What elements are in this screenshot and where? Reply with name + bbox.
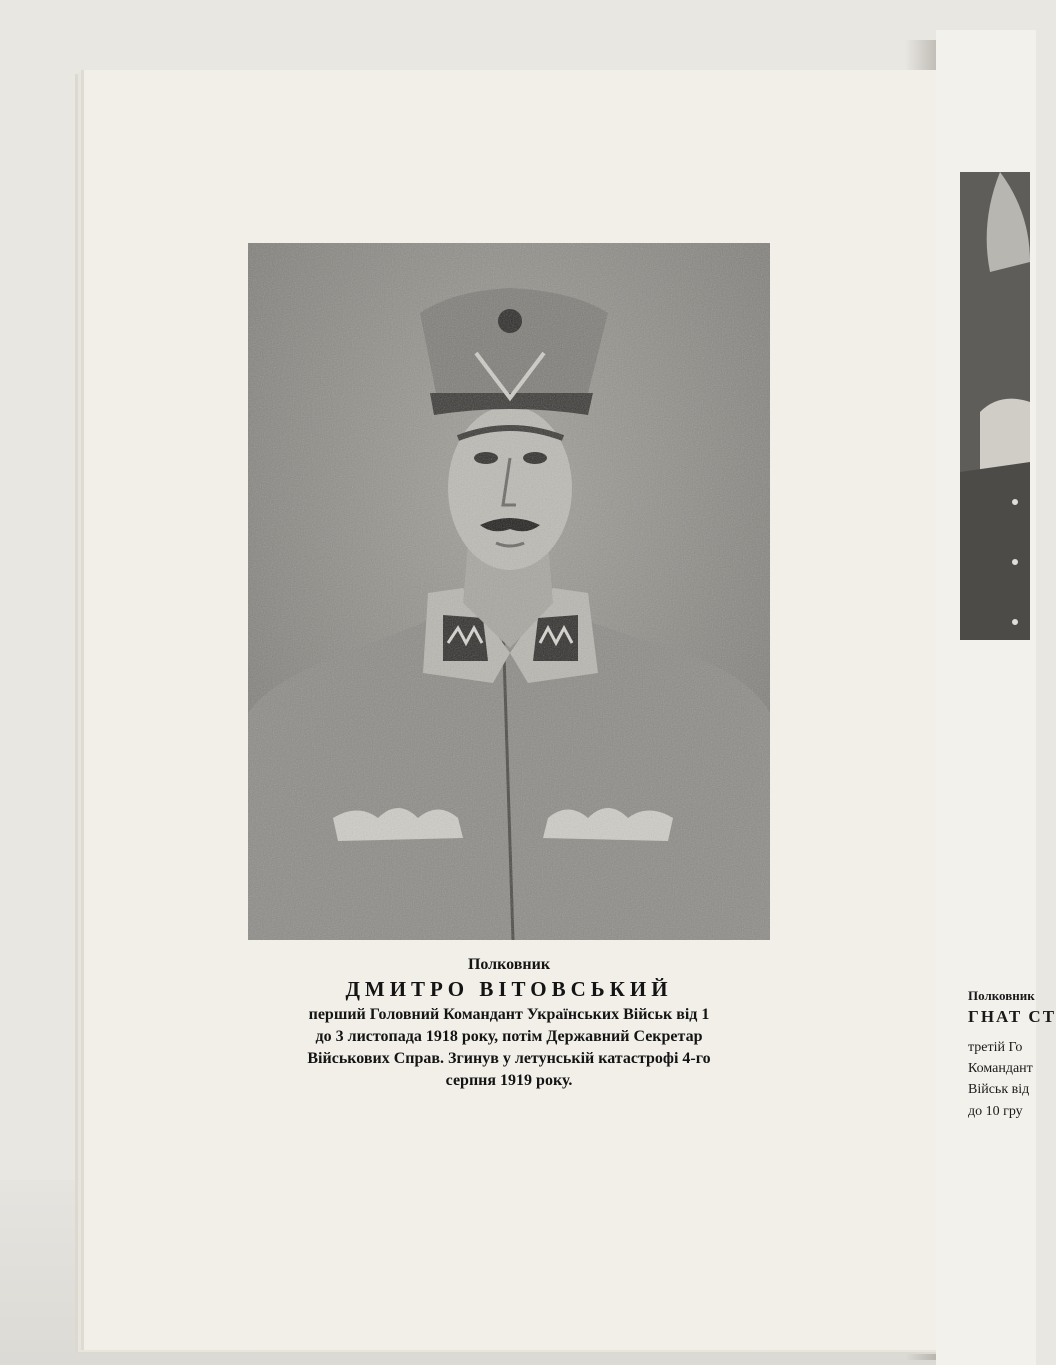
bio-line: Військових Справ. Згинув у летунській катастрофі 4-го (307, 1050, 711, 1067)
caption-bio (240, 1004, 778, 1092)
bio-line: перший Головний Командант Українських Військ від 1 (308, 1006, 710, 1023)
right-bio-line: Командант (968, 1061, 1033, 1076)
right-bio-line: до 10 гру (968, 1104, 1023, 1119)
bio-line: до 3 листопада 1918 року, потім Державний Секретар (315, 1028, 703, 1045)
right-caption-name: ГНАТ СТ (968, 1007, 1056, 1026)
portrait-photo (248, 243, 770, 940)
caption-name: ДМИТРО ВІТОВСЬКИЙ (345, 977, 673, 1001)
right-portrait-photo (960, 172, 1030, 640)
bio-line: серпня 1919 року. (445, 1072, 573, 1089)
caption-rank: Полковник (467, 956, 551, 973)
right-bio-line: третій Го (968, 1040, 1023, 1055)
right-bio-line: Військ від (968, 1082, 1030, 1097)
right-caption-rank: Полковник (968, 988, 1035, 1003)
